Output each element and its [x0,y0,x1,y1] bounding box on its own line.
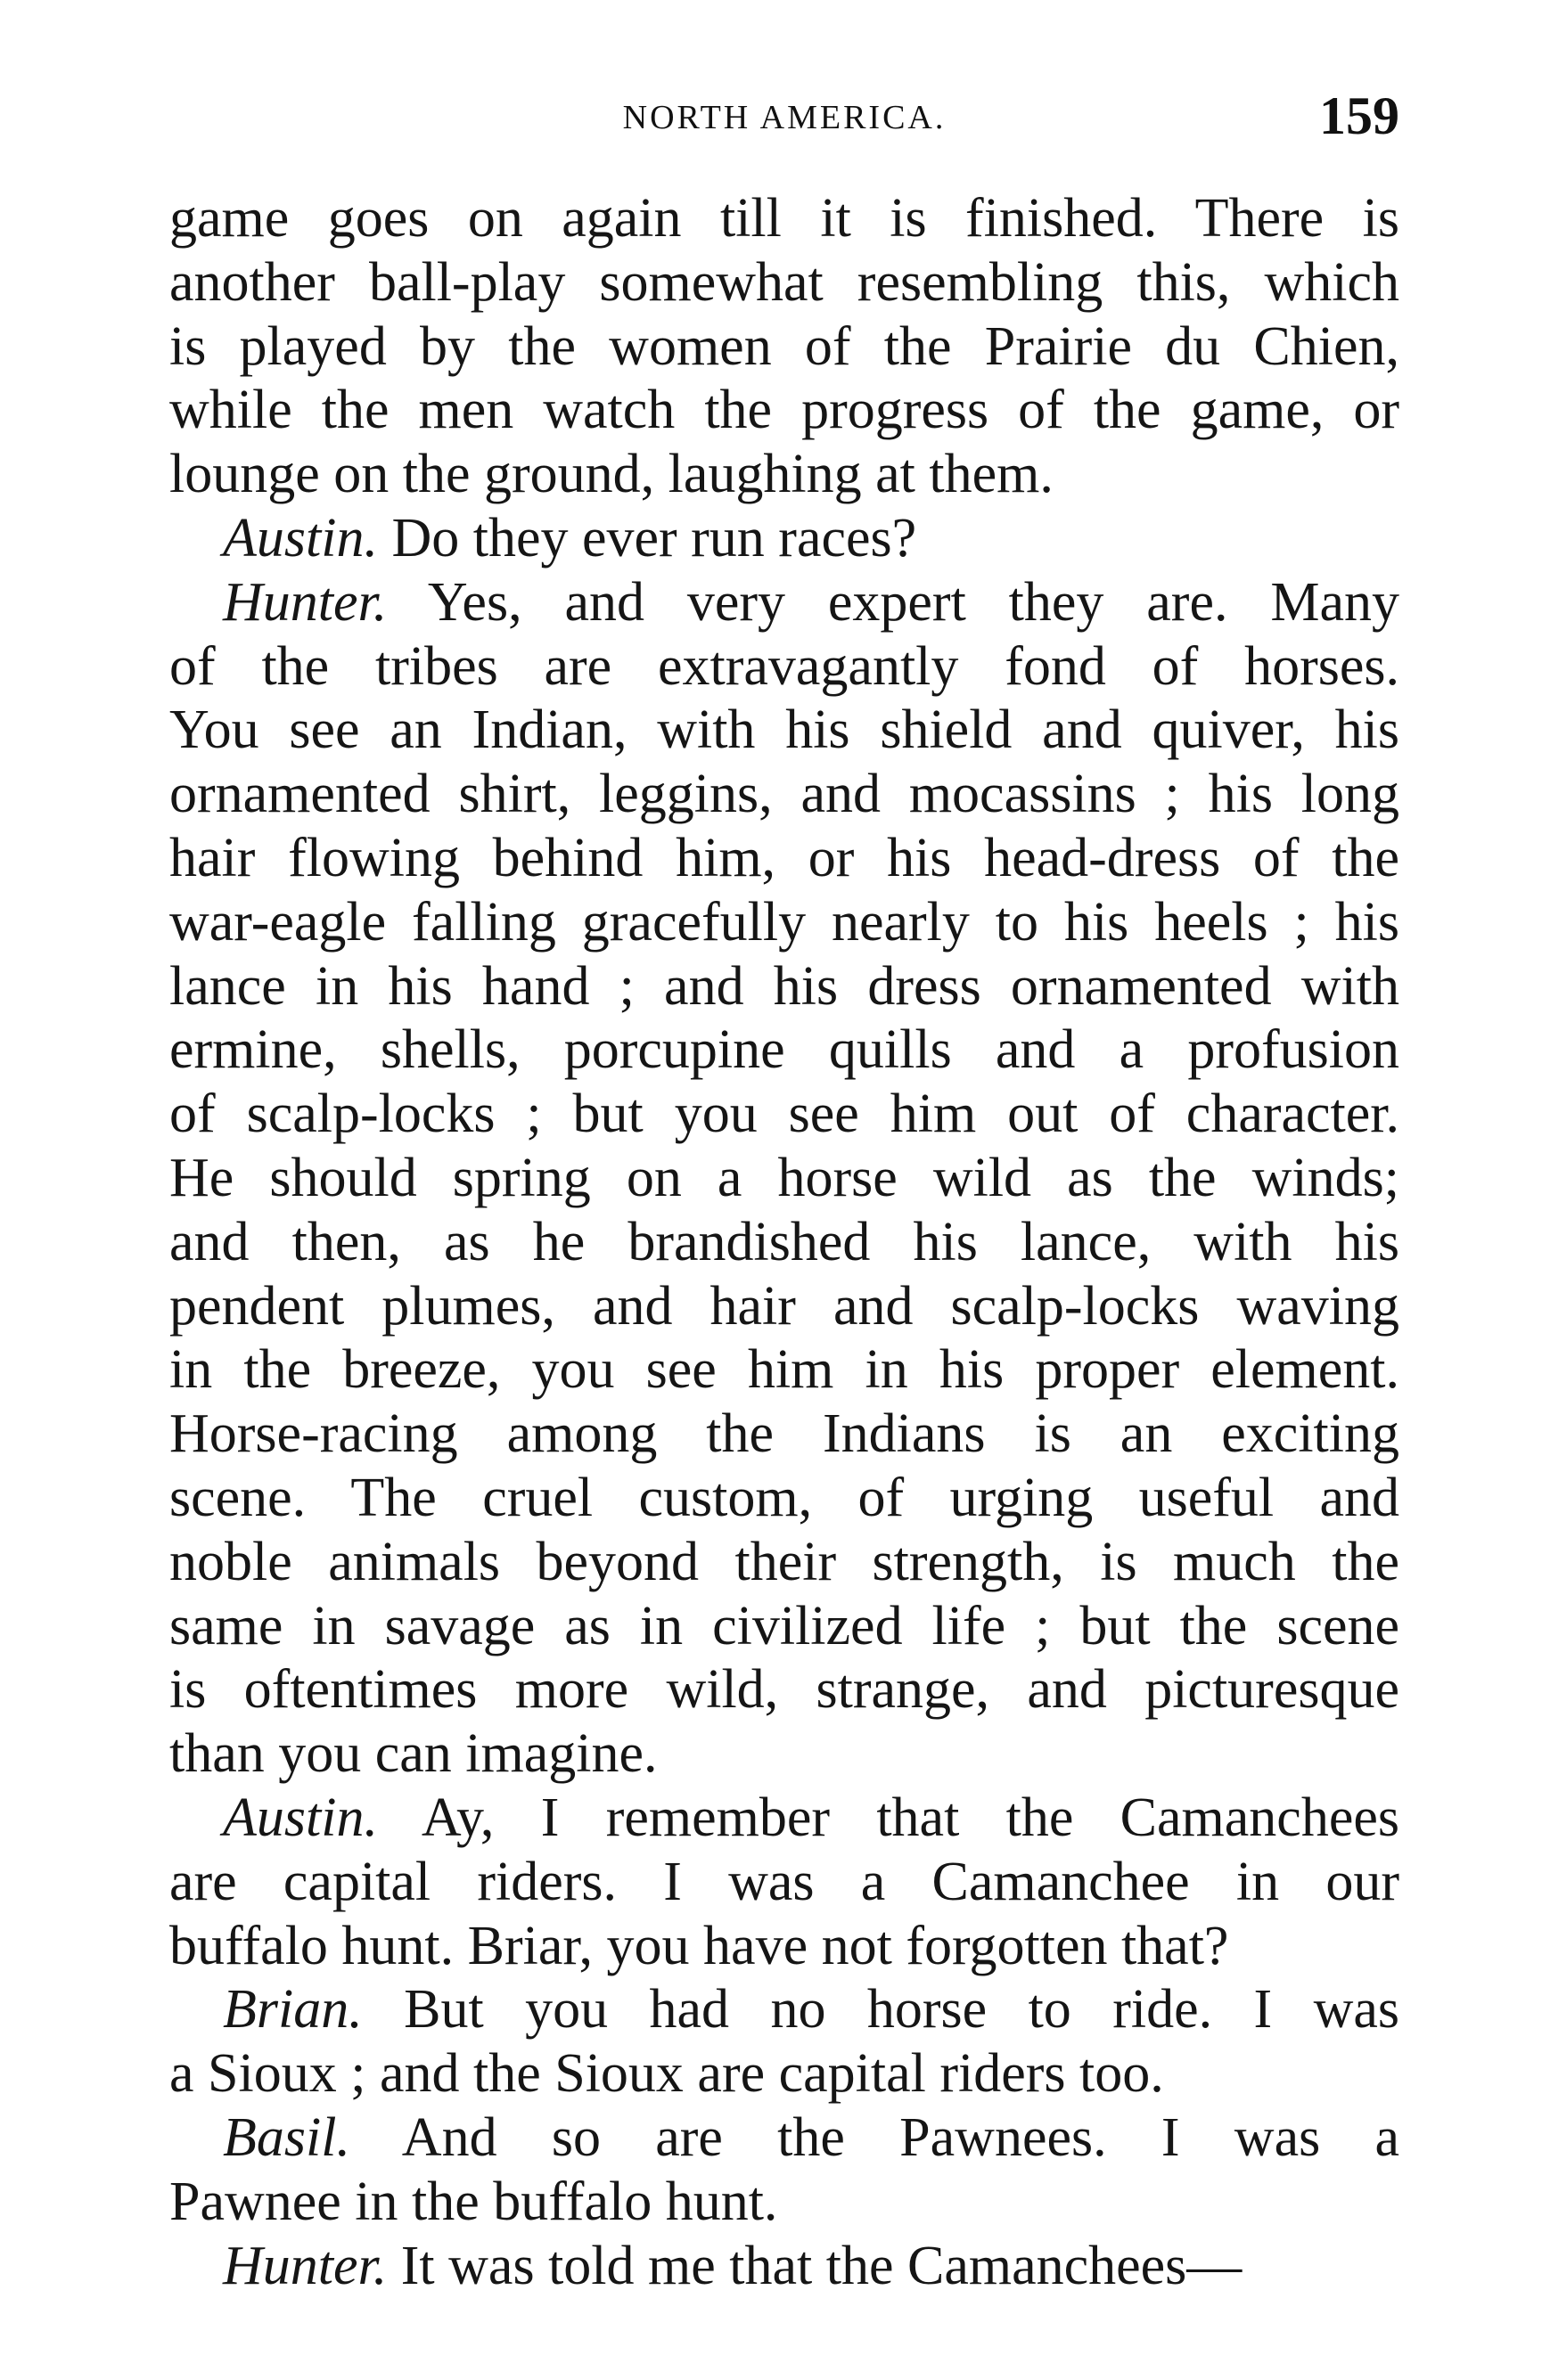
line-text: in the breeze, you see him in his proper element. [169,1339,1399,1401]
line-text: is oftentimes more wild, strange, and picturesque [169,1659,1399,1721]
line-text: hair flowing behind him, or his head-dress of the [169,827,1399,888]
line-text: But you had no horse to ride. I was [362,1979,1399,2041]
line-text: ermine, shells, porcupine quills and a profusion [169,1019,1399,1081]
line-text: buffalo hunt. Briar, you have not forgotten that? [169,1915,1229,1976]
line-text: Pawnee in the buffalo hunt. [169,2171,778,2232]
text-line [169,1211,1399,1275]
text-line [169,251,1399,315]
text-line [169,1722,1399,1787]
line-text: Yes, and very expert they are. Many [387,571,1399,633]
text-line [169,2106,1399,2171]
line-text: same in savage as in civilized life ; but the scene [169,1595,1399,1656]
page-number: 159 [1319,86,1399,145]
text-line [169,1851,1399,1915]
line-text: are capital riders. I was a Camanchee in our [169,1851,1399,1912]
line-text: It was told me that the Camanchees— [387,2235,1243,2296]
text-line [169,891,1399,955]
line-text: scene. The cruel custom, of urging useful and [169,1467,1399,1528]
text-line [169,1787,1399,1851]
text-line [169,1275,1399,1339]
line-text: You see an Indian, with his shield and quiver, his [169,699,1399,761]
line-text: another ball-play somewhat resembling this, which [169,251,1399,313]
text-line [169,1595,1399,1659]
text-line [169,1338,1399,1403]
line-text: war-eagle falling gracefully nearly to his heels ; his [169,891,1399,953]
line-text: noble animals beyond their strength, is much the [169,1531,1399,1592]
text-line [169,827,1399,891]
text-line [169,443,1399,507]
line-text: He should spring on a horse wild as the winds; [169,1147,1399,1208]
line-text: Ay, I remember that the Camanchees [377,1787,1399,1848]
text-line [169,635,1399,699]
line-text: of the tribes are extravagantly fond of horses. [169,635,1399,697]
line-text: and then, as he brandished his lance, with his [169,1211,1399,1272]
text-line [169,955,1399,1019]
speaker-name: Basil. [223,2106,350,2168]
speaker-name: Brian. [223,1979,363,2041]
line-text: And so are the Pawnees. I was a [349,2106,1399,2168]
text-line [169,2042,1399,2106]
text-line [169,379,1399,443]
line-text: is played by the women of the Prairie du Chien, [169,315,1399,377]
text-line [169,1018,1399,1083]
line-text: Do they ever run races? [377,507,917,568]
line-text: ornamented shirt, leggins, and mocassins ; his long [169,764,1399,825]
body-text [169,187,1399,2298]
text-line [169,1531,1399,1595]
speaker-name: Hunter. [223,571,388,633]
speaker-name: Hunter. [223,2235,388,2296]
text-line [169,2235,1399,2299]
speaker-name: Austin. [223,1787,378,1848]
text-line [169,1083,1399,1147]
speaker-name: Austin. [223,507,378,568]
text-line [169,763,1399,827]
text-line [169,1978,1399,2042]
text-line [169,571,1399,635]
text-line [169,1915,1399,1979]
line-text: lance in his hand ; and his dress ornamented with [169,955,1399,1017]
text-line [169,1147,1399,1211]
line-text: pendent plumes, and hair and scalp-locks waving [169,1275,1399,1337]
line-text: while the men watch the progress of the game, or [169,380,1399,441]
text-line [169,1467,1399,1531]
text-line [169,315,1399,380]
text-line [169,2171,1399,2235]
text-line [169,187,1399,251]
line-text: game goes on again till it is finished. There is [169,188,1399,249]
line-text: than you can imagine. [169,1723,658,1785]
text-line [169,1658,1399,1722]
text-line [169,699,1399,763]
line-text: a Sioux ; and the Sioux are capital riders too. [169,2043,1164,2105]
text-line [169,1403,1399,1467]
line-text: lounge on the ground, laughing at them. [169,444,1054,505]
running-head: NORTH AMERICA. [622,99,947,136]
page-header [169,86,1399,157]
text-line [169,507,1399,571]
line-text: of scalp-locks ; but you see him out of character. [169,1084,1399,1145]
line-text: Horse-racing among the Indians is an exciting [169,1403,1399,1465]
